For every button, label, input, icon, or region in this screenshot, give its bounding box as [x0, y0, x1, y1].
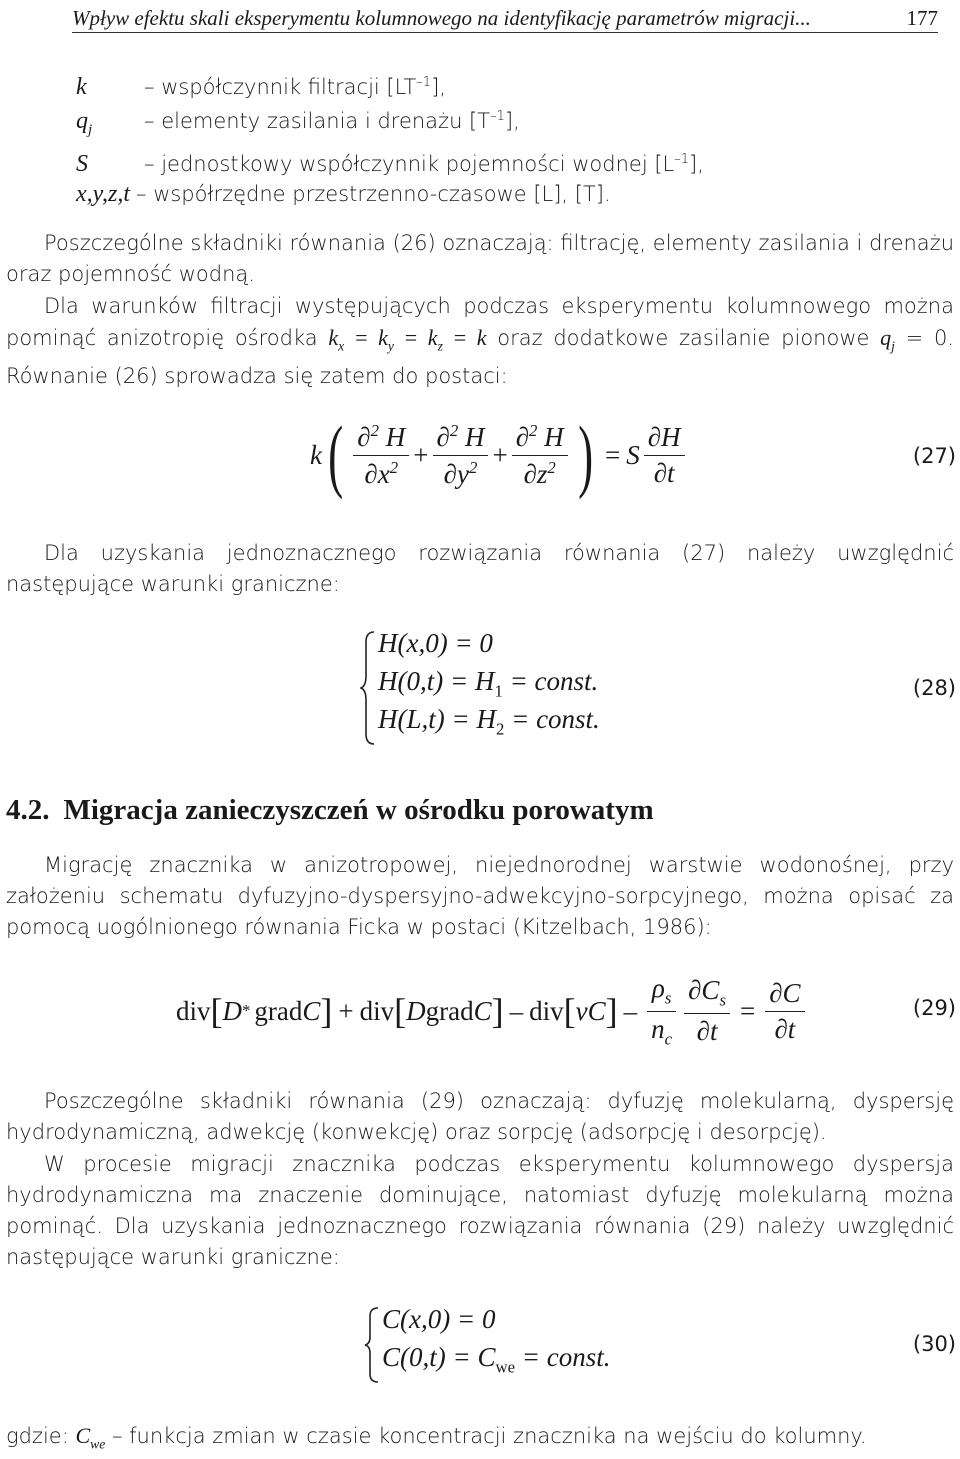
page-number: 177: [906, 6, 938, 30]
paragraph: Dla warunków filtracji występujących podczas eksperymentu kolumnowego można pominąć anizotropię ośrodka $k_x = k_y = k_z = k$ oraz dodatkowe zasilanie pionowe $q_j = 0$. Równanie (26) sprowadza się zatem do postaci:: [6, 294, 954, 389]
case-tail: = const.: [504, 704, 600, 734]
case-line: [378, 704, 600, 742]
section-title: Migracja zanieczyszczeń w ośrodku porowatym: [63, 794, 654, 826]
definition-text: współrzędne przestrzenno-czasowe [L], [T].: [153, 181, 611, 206]
definition-text: jednostkowy współczynnik pojemności wodnej [L: [161, 151, 675, 176]
definition-tail: ],: [689, 151, 704, 176]
section-heading: [6, 794, 654, 827]
definition-tail: ],: [431, 75, 446, 99]
case-line: [378, 666, 600, 704]
left-brace: [364, 1306, 380, 1384]
definition-dash: –: [144, 109, 155, 133]
equation-number: (30): [912, 1332, 956, 1356]
section-number: 4.2.: [6, 794, 50, 826]
equation-number: (28): [912, 676, 956, 700]
paragraph-text: oraz dodatkowe zasilanie pionowe: [486, 326, 881, 350]
case-tail: = const.: [502, 666, 599, 696]
equation-29: [0, 968, 960, 1054]
definition-symbol: [76, 106, 144, 145]
definition-unit-exp: –1: [416, 75, 432, 90]
equation-30-cases: [364, 1304, 610, 1380]
definition-symbol-sub: j: [88, 121, 93, 138]
case-lhs: H(x,0) = 0: [378, 628, 493, 658]
paragraph: Poszczególne składniki równania (29) oznaczają: dyfuzję molekularną, dyspersję hydrodynamiczną, adwekcję (konwekcję) oraz sorpcję (adsorpcję i desorpcję).: [6, 1089, 954, 1144]
definition-row: [76, 179, 704, 209]
definition-tail: ],: [504, 109, 520, 133]
equation-30: [0, 1304, 960, 1388]
case-lhs: C(x,0) = 0: [382, 1304, 496, 1334]
case-lhs: H(0,t) = H: [378, 666, 495, 696]
definition-symbol-base: q: [76, 108, 88, 134]
paragraph: Dla uzyskania jednoznacznego rozwiązania równania (27) należy uwzględnić następujące warunki graniczne:: [6, 541, 954, 596]
definition-dash: –: [144, 151, 155, 176]
definition-row: [76, 145, 704, 179]
equation-27-body: k ( $\frac{\partial^2 H}{\partial x^2}$ + $\frac{\partial^2 H}{\partial y^2}$ + $\frac{\partial^2 H}{\partial z^2}$ ) = S $\frac{\partial H}{\partial t}$: [310, 410, 689, 500]
paragraph: Migrację znacznika w anizotropowej, niejednorodnej warstwie wodonośnej, przy założeniu schematu dyfuzyjno-dyspersyjno-adwekcyjno-sorpcyjnego, można opisać za pomocą uogólnionego równania Ficka w postaci (Kitzelbach, 1986):: [6, 853, 954, 939]
paragraph: W procesie migracji znacznika podczas eksperymentu kolumnowego dyspersja hydrodynamiczna ma znaczenie dominujące, natomiast dyfuzję molekularną można pominąć. Dla uzyskania jednoznacznego rozwiązania równania (29) należy uwzględnić następujące warunki graniczne:: [6, 1152, 954, 1269]
left-brace: [360, 630, 376, 746]
definition-dash: –: [136, 181, 147, 206]
definition-dash: –: [144, 75, 155, 99]
definition-text: współczynnik filtracji [LT: [161, 75, 417, 99]
definition-symbol: k: [76, 74, 87, 100]
case-line: [382, 1342, 610, 1380]
equation-29-body: div [ D * grad C ] + div [ D grad C ] – div [ vC ] – $\frac{\rho_s}{n_c}$ $\frac{\partial C_s}{\partial t}$ = $\frac{\partial C}{\partial t}$: [176, 968, 809, 1054]
definition-symbol: S: [76, 150, 88, 177]
equation-number: (27): [912, 444, 956, 468]
running-header: [72, 4, 938, 33]
case-line: [382, 1304, 610, 1342]
definition-symbol: x,y,z,t: [76, 180, 130, 207]
paragraph: Poszczególne składniki równania (26) oznaczają: filtrację, elementy zasilania i drenażu oraz pojemność wodną.: [6, 231, 954, 286]
cases-lines: [382, 1304, 610, 1380]
definition-row: [76, 102, 704, 145]
definition-unit-exp: –1: [674, 151, 690, 167]
case-line: [378, 628, 600, 666]
case-lhs: C(0,t) = C: [382, 1342, 496, 1372]
paragraph-text: = 0. Równanie (26) sprowadza się zatem do postaci:: [6, 326, 954, 389]
case-lhs: H(L,t) = H: [378, 704, 496, 734]
cases-lines: [378, 628, 600, 742]
paragraph-text: gdzie:: [6, 1424, 76, 1448]
paragraph: gdzie: $C_{we}$ – funkcja zmian w czasie koncentracji znacznika na wejściu do kolumny.: [6, 1423, 867, 1452]
definition-text: elementy zasilania i drenażu [T: [161, 109, 491, 133]
equation-28-cases: [360, 628, 600, 742]
equation-27: [0, 410, 960, 500]
running-title: Wpływ efektu skali eksperymentu kolumnowego na identyfikację parametrów migracji...: [72, 6, 811, 30]
paragraph-text: Dla warunków filtracji występujących podczas eksperymentu kolumnowego można pominąć anizotropię ośrodka: [6, 294, 954, 350]
symbol-definitions: [76, 68, 704, 209]
definition-unit-exp: –1: [490, 109, 505, 124]
equation-number: (29): [912, 996, 956, 1020]
definition-row: [76, 68, 704, 102]
equation-28: [0, 628, 960, 748]
case-sub: 1: [494, 681, 503, 701]
paragraph-text: – funkcja zmian w czasie koncentracji znacznika na wejściu do kolumny.: [105, 1424, 867, 1448]
case-sub: we: [495, 1357, 515, 1377]
case-tail: = const.: [515, 1342, 611, 1372]
case-sub: 2: [495, 719, 505, 739]
